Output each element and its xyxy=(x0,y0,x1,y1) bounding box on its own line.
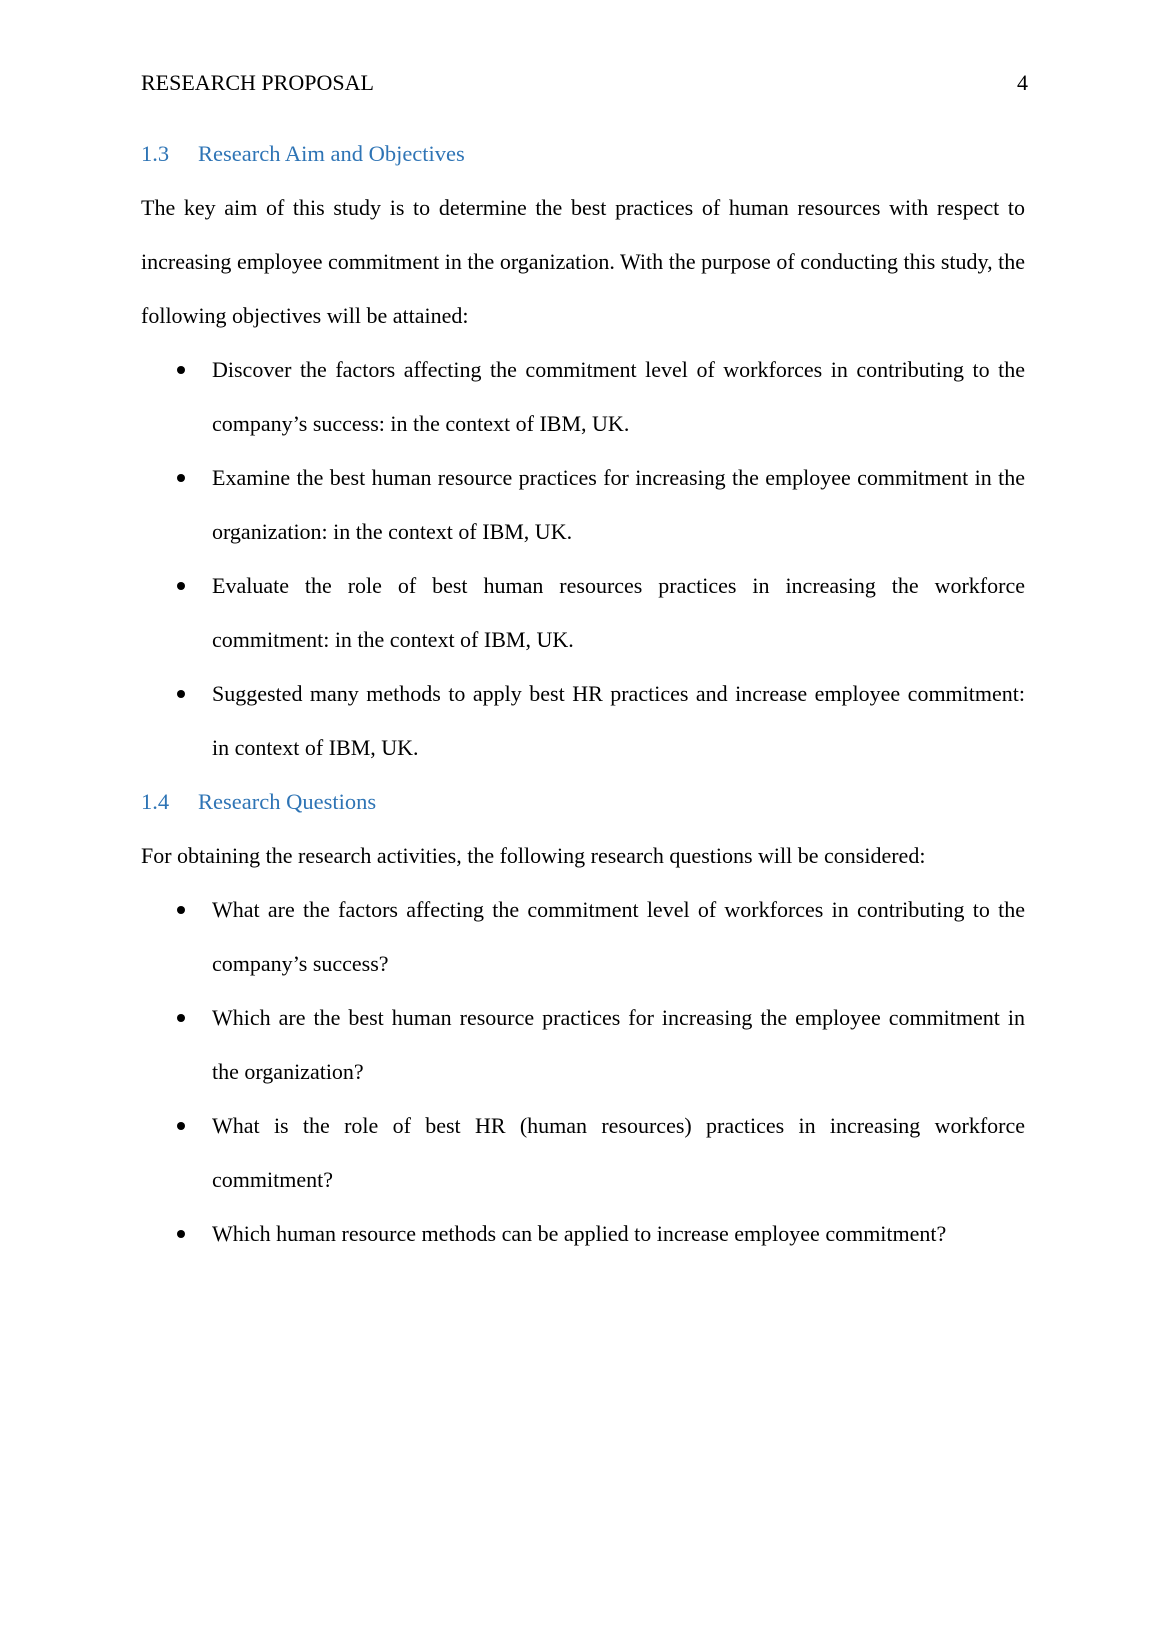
list-item xyxy=(141,1099,1025,1207)
list-item-text: Evaluate the role of best human resources practices in increasing the workforce commitment: in the context of IBM, UK. xyxy=(212,573,1025,652)
document-body xyxy=(141,127,1025,1261)
list-item xyxy=(141,343,1025,451)
list-item-text: Suggested many methods to apply best HR practices and increase employee commitment: in context of IBM, UK. xyxy=(212,681,1025,760)
list-item-text: Discover the factors affecting the commitment level of workforces in contributing to the company’s success: in the context of IBM, UK. xyxy=(212,357,1025,436)
list-item-text: Which human resource methods can be applied to increase employee commitment? xyxy=(212,1221,947,1246)
bullet-icon xyxy=(177,1122,185,1130)
section-title: Research Aim and Objectives xyxy=(198,141,465,166)
list-item xyxy=(141,991,1025,1099)
section-heading-1-3 xyxy=(141,127,1025,181)
section-title: Research Questions xyxy=(198,789,377,814)
list-item-text: What is the role of best HR (human resources) practices in increasing workforce commitment? xyxy=(212,1113,1025,1192)
questions-list xyxy=(141,883,1025,1261)
bullet-icon xyxy=(177,366,185,374)
list-item-text: What are the factors affecting the commitment level of workforces in contributing to the company’s success? xyxy=(212,897,1025,976)
list-item-text: Examine the best human resource practices for increasing the employee commitment in the organization: in the context of IBM, UK. xyxy=(212,465,1025,544)
page-number: 4 xyxy=(1017,70,1028,95)
running-header xyxy=(141,68,1028,98)
objectives-list xyxy=(141,343,1025,775)
bullet-icon xyxy=(177,1014,185,1022)
list-item xyxy=(141,1207,1025,1261)
list-item xyxy=(141,667,1025,775)
list-item xyxy=(141,559,1025,667)
bullet-icon xyxy=(177,1230,185,1238)
list-item xyxy=(141,883,1025,991)
list-item-text: Which are the best human resource practices for increasing the employee commitment in the organization? xyxy=(212,1005,1025,1084)
section-number: 1.4 xyxy=(141,789,170,814)
section-heading-1-4 xyxy=(141,775,1025,829)
running-head-title: RESEARCH PROPOSAL xyxy=(141,70,374,95)
bullet-icon xyxy=(177,690,185,698)
bullet-icon xyxy=(177,582,185,590)
bullet-icon xyxy=(177,906,185,914)
bullet-icon xyxy=(177,474,185,482)
aim-paragraph: The key aim of this study is to determine the best practices of human resources with respect to increasing employee commitment in the organization. With the purpose of conducting this study, the following objectives will be attained: xyxy=(141,195,1025,328)
section-number: 1.3 xyxy=(141,141,170,166)
questions-intro-paragraph: For obtaining the research activities, the following research questions will be considered: xyxy=(141,843,926,868)
list-item xyxy=(141,451,1025,559)
